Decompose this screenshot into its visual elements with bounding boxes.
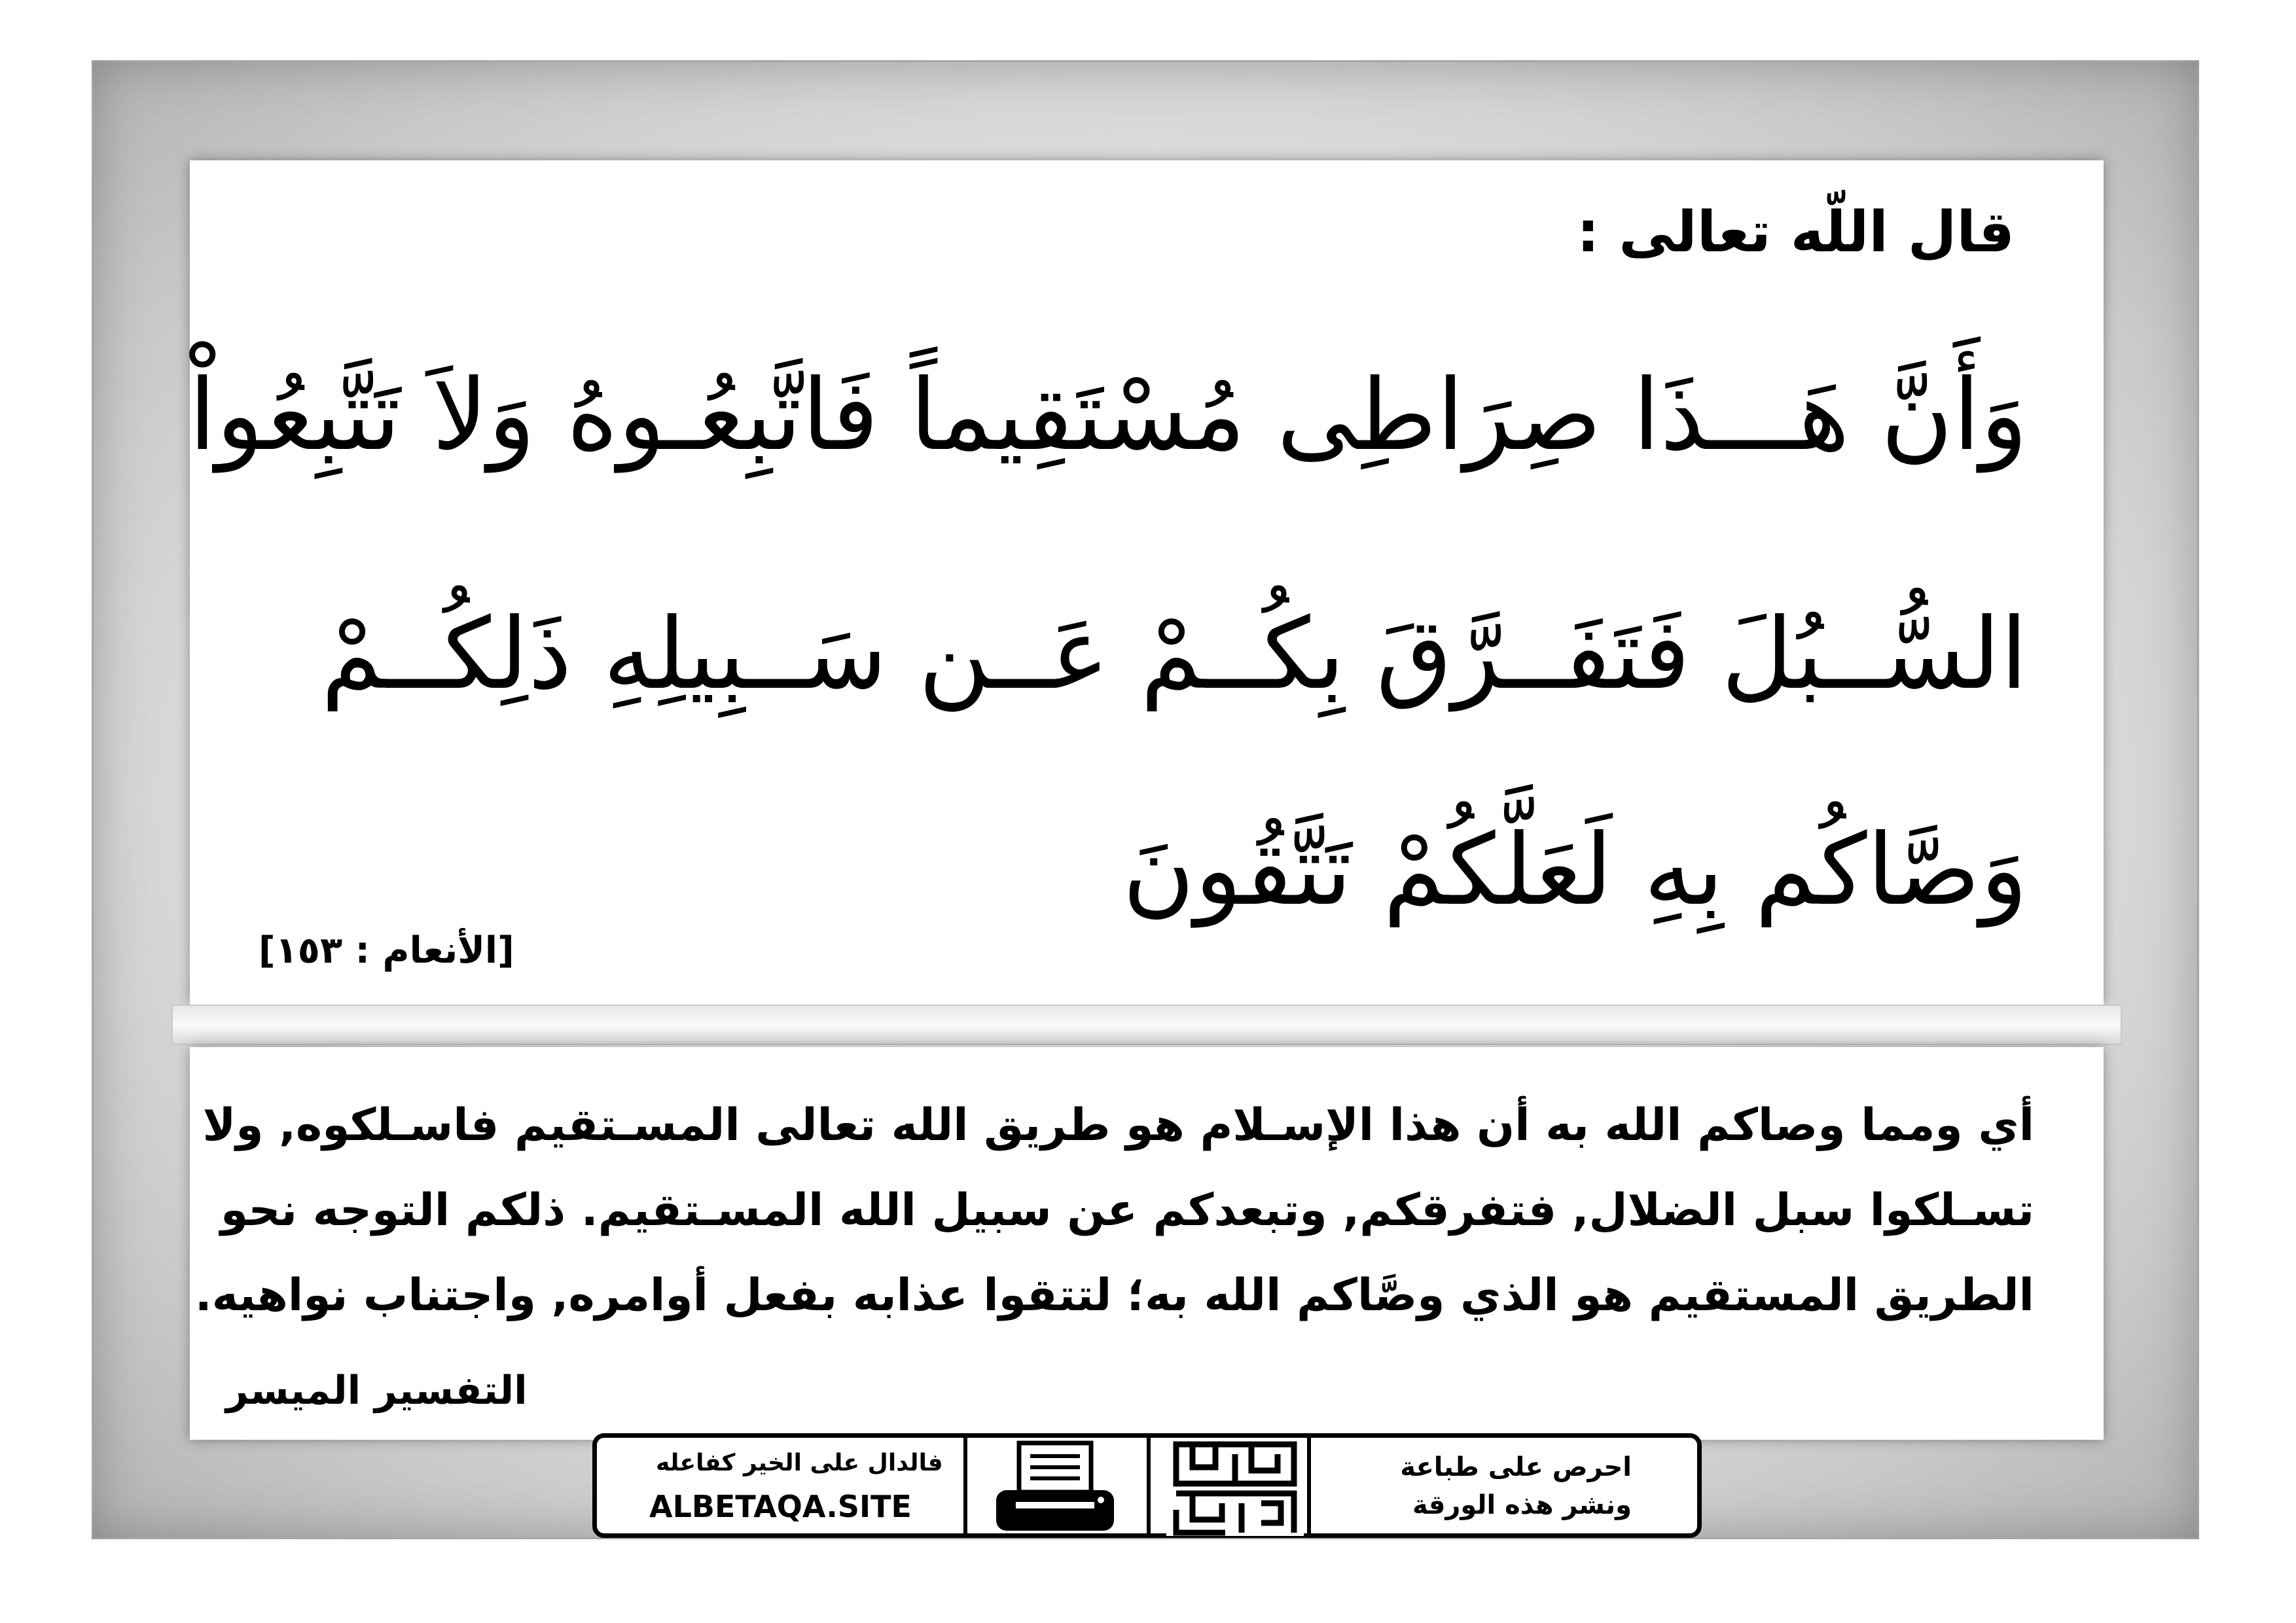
footer-divider-left	[963, 1438, 967, 1533]
verse-reference: [الأنعام : ١٥٣]	[259, 929, 514, 972]
footer-print-note-1: احرص على طباعة	[1400, 1452, 1632, 1482]
verse-line-2: السُّــبُلَ فَتَفَــرَّقَ بِكُــمْ عَــن سَــبِيلِهِ ذَلِكُــمْ	[321, 597, 2028, 711]
verse-line-1: وَأَنَّ هَـــذَا صِرَاطِى مُسْتَقِيماً فَاتَّبِعُـوهُ وَلاَ تَتَّبِعُواْ	[188, 359, 2028, 473]
footer-divider-right	[1307, 1438, 1311, 1533]
verse-line-3: وَصَّاكُم بِهِ لَعَلَّكُمْ تَتَّقُونَ	[1122, 813, 2028, 927]
footer-print-note-2: ونشر هذه الورقة	[1412, 1490, 1632, 1520]
footer-divider-mid	[1147, 1438, 1151, 1533]
divider-band	[171, 1005, 2122, 1045]
tafsir-line-2: تسـلكوا سبل الضلال, فتفرقكم, وتبعدكم عن سبيل الله المسـتقيم. ذلكم التوجه نحو	[220, 1185, 2034, 1236]
tafsir-line-3: الطريق المستقيم هو الذي وصَّاكم الله به؛ لتتقوا عذابه بفعل أوامره, واجتناب نواهيه.	[194, 1270, 2034, 1321]
kufic-logo-icon	[1166, 1438, 1304, 1536]
tafsir-line-1: أي ومما وصاكم الله به أن هذا الإسـلام هو طريق الله تعالى المسـتقيم فاسـلكوه, ولا	[202, 1099, 2034, 1151]
footer-slogan: فالدال على الخير كفاعله	[656, 1450, 943, 1476]
footer-site-link[interactable]: ALBETAQA.SITE	[649, 1489, 912, 1524]
tafsir-source: التفسير الميسر	[226, 1368, 528, 1414]
intro-heading: قال اللّه تعالى :	[1577, 200, 2015, 265]
printer-icon	[990, 1438, 1121, 1536]
footer-bar	[592, 1433, 1702, 1538]
